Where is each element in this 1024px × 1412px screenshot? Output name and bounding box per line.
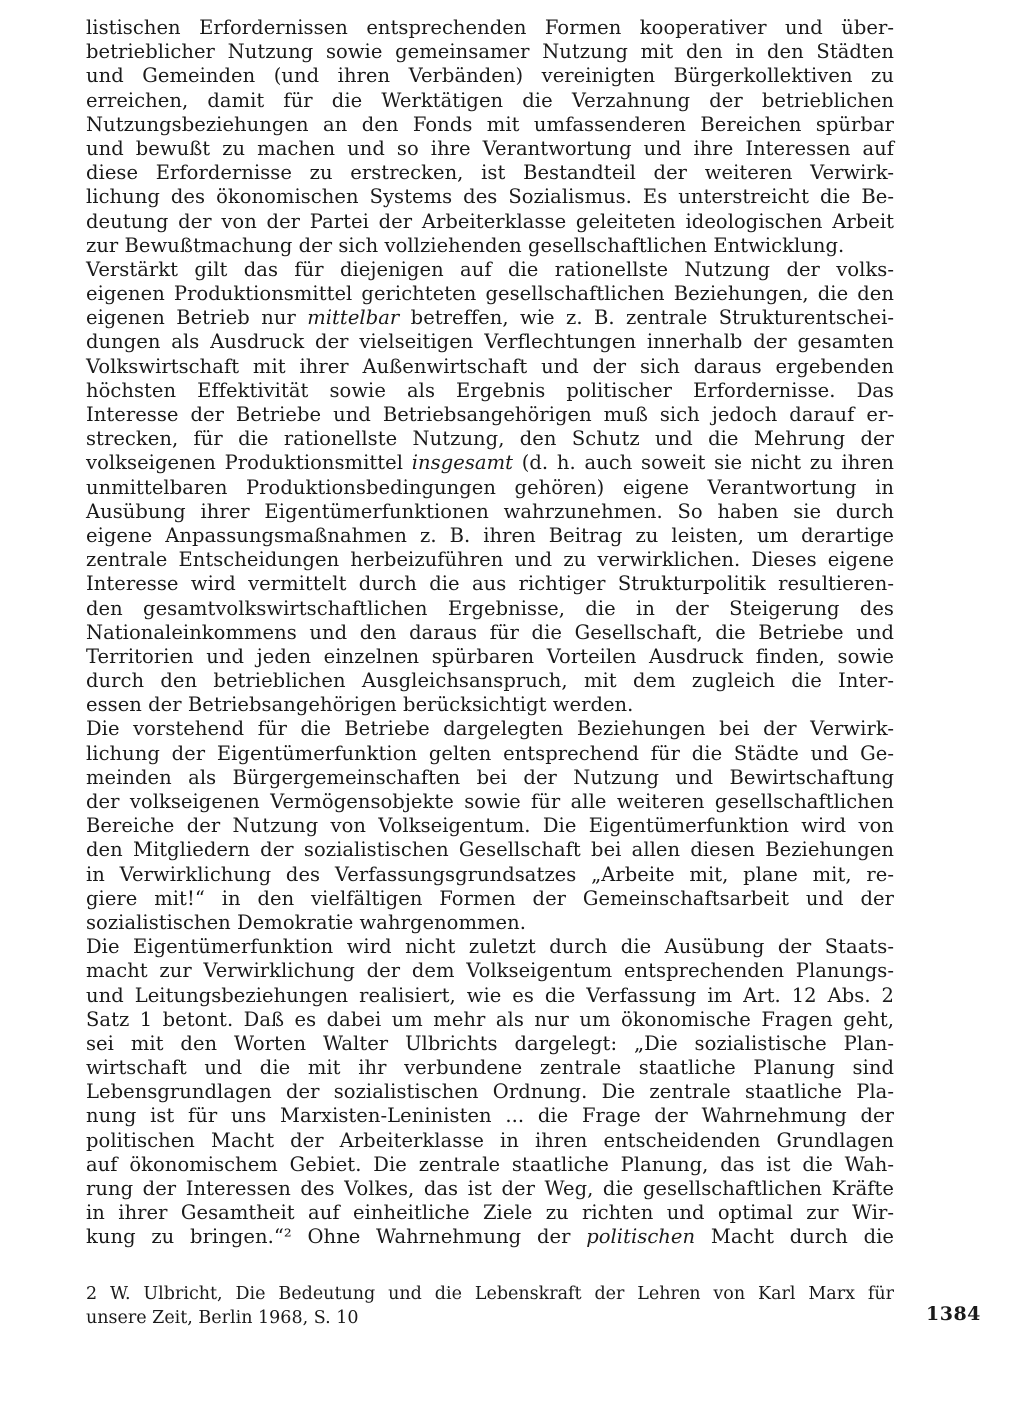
text-line <box>86 1225 894 1249</box>
footnote-line: unsere Zeit, Berlin 1968, S. 10 <box>86 1308 359 1328</box>
text-line: und Leitungsbeziehungen realisiert, wie es die Verfassung im Art. 12 Abs. 2 <box>86 983 894 1007</box>
text-line: deutung der von der Partei der Arbeiterklasse geleiteten ideologischen Arbeit <box>86 209 894 233</box>
text-line: giere mit!“ in den vielfältigen Formen der Gemeinschaftsarbeit und der <box>86 886 894 910</box>
text-line: Nationaleinkommens und den daraus für die Gesellschaft, die Betriebe und <box>86 620 894 644</box>
text-line: höchsten Effektivität sowie als Ergebnis politischer Erfordernisse. Das <box>86 378 894 402</box>
text-line: den gesamtvolkswirtschaftlichen Ergebnisse, die in der Steigerung des <box>86 596 894 620</box>
text-segment: (d. h. auch soweit sie nicht zu ihren <box>513 451 894 475</box>
text-line <box>86 451 894 475</box>
text-line: Interesse der Betriebe und Betriebsangehörigen muß sich jedoch darauf er- <box>86 403 894 426</box>
text-line: Nutzungsbeziehungen an den Fonds mit umfassenderen Bereichen spürbar <box>86 112 894 136</box>
text-line: lichung des ökonomischen Systems des Sozialismus. Es unterstreicht die Be- <box>86 185 894 209</box>
footnote-line: 2 W. Ulbricht, Die Bedeutung und die Lebenskraft der Lehren von Karl Marx für <box>86 1284 894 1304</box>
text-line: diese Erfordernisse zu erstrecken, ist Bestandteil der weiteren Verwirk- <box>86 161 894 185</box>
text-line: politischen Macht der Arbeiterklasse in ihren entscheidenden Grundlagen <box>86 1128 894 1152</box>
text-line: strecken, für die rationellste Nutzung, den Schutz und die Mehrung der <box>86 427 894 451</box>
text-line: rung der Interessen des Volkes, das ist der Weg, die gesellschaftlichen Kräfte <box>86 1177 894 1200</box>
text-line: Lebensgrundlagen der sozialistischen Ordnung. Die zentrale staatliche Pla- <box>86 1080 894 1104</box>
text-line: und Gemeinden (und ihren Verbänden) vereinigten Bürgerkollektiven zu <box>86 64 894 88</box>
text-line: Bereiche der Nutzung von Volkseigentum. Die Eigentümerfunktion wird von <box>86 814 894 838</box>
text-line: dungen als Ausdruck der vielseitigen Verflechtungen innerhalb der gesamten <box>86 330 894 354</box>
text-line: Verstärkt gilt das für diejenigen auf die rationellste Nutzung der volks- <box>86 257 894 281</box>
text-line: erreichen, damit für die Werktätigen die Verzahnung der betrieblichen <box>86 88 894 112</box>
text-line: durch den betrieblichen Ausgleichsanspruch, mit dem zugleich die Inter- <box>86 669 894 693</box>
text-line: sei mit den Worten Walter Ulbrichts dargelegt: „Die sozialistische Plan- <box>86 1031 894 1055</box>
text-line: macht zur Verwirklichung der dem Volkseigentum entsprechenden Planungs- <box>86 959 894 983</box>
text-line: Satz 1 betont. Daß es dabei um mehr als nur um ökonomische Fragen geht, <box>86 1007 894 1031</box>
emphasized-text: insgesamt <box>411 451 514 475</box>
page-number: 1384 <box>926 1303 981 1325</box>
text-line: eigene Anpassungsmaßnahmen z. B. ihren Beitrag zu leisten, um derartige <box>86 523 894 547</box>
text-line: wirtschaft und die mit ihr verbundene zentrale staatliche Planung sind <box>86 1056 894 1080</box>
text-line: listischen Erfordernissen entsprechenden Formen kooperativer und über- <box>86 16 894 39</box>
text-line: nung ist für uns Marxisten-Leninisten ... die Frage der Wahrnehmung der <box>86 1104 894 1128</box>
text-line: und bewußt zu machen und so ihre Verantwortung und ihre Interessen auf <box>86 136 894 160</box>
text-line: Die vorstehend für die Betriebe dargelegten Beziehungen bei der Verwirk- <box>86 717 894 741</box>
text-line: den Mitgliedern der sozialistischen Gesellschaft bei allen diesen Beziehungen <box>86 838 894 862</box>
text-line <box>86 306 894 330</box>
text-line: zentrale Entscheidungen herbeizuführen und zu verwirklichen. Dieses eigene <box>86 548 894 572</box>
text-line: Die Eigentümerfunktion wird nicht zuletzt durch die Ausübung der Staats- <box>86 935 894 959</box>
text-line: sozialistischen Demokratie wahrgenommen. <box>86 910 526 934</box>
text-line: zur Bewußtmachung der sich vollziehenden gesellschaftlichen Entwicklung. <box>86 233 845 257</box>
text-line: eigenen Produktionsmittel gerichteten gesellschaftlichen Beziehungen, die den <box>86 282 894 306</box>
text-segment: betreffen, wie z. B. zentrale Strukturentschei- <box>399 306 894 330</box>
text-line: betrieblicher Nutzung sowie gemeinsamer Nutzung mit den in den Städten <box>86 40 894 64</box>
text-segment: volkseigenen Produktionsmittel <box>86 451 412 475</box>
text-line: in Verwirklichung des Verfassungsgrundsatzes „Arbeite mit, plane mit, re- <box>86 862 894 886</box>
footnote <box>86 1282 894 1330</box>
text-line: unmittelbaren Produktionsbedingungen gehören) eigene Verantwortung in <box>86 475 894 499</box>
text-segment: Macht durch die <box>695 1225 894 1249</box>
text-line: Volkswirtschaft mit ihrer Außenwirtschaft und der sich daraus ergebenden <box>86 354 894 378</box>
text-line: Interesse wird vermittelt durch die aus richtiger Strukturpolitik resultieren- <box>86 572 894 596</box>
emphasized-text: politischen <box>586 1225 696 1249</box>
text-segment: eigenen Betrieb nur <box>86 306 308 330</box>
text-line: auf ökonomischem Gebiet. Die zentrale staatliche Planung, das ist die Wah- <box>86 1152 894 1176</box>
text-line: der volkseigenen Vermögensobjekte sowie für alle weiteren gesellschaftlichen <box>86 790 894 813</box>
text-line: in ihrer Gesamtheit auf einheitliche Ziele zu richten und optimal zur Wir- <box>86 1201 894 1225</box>
body-text <box>86 16 894 1250</box>
emphasized-text: mittelbar <box>307 306 400 330</box>
text-segment: kung zu bringen.“² Ohne Wahrnehmung der <box>86 1225 587 1249</box>
text-line: Territorien und jeden einzelnen spürbaren Vorteilen Ausdruck finden, sowie <box>86 644 894 668</box>
text-line: essen der Betriebsangehörigen berücksichtigt werden. <box>86 693 634 717</box>
text-line: lichung der Eigentümerfunktion gelten entsprechend für die Städte und Ge- <box>86 741 894 765</box>
text-line: meinden als Bürgergemeinschaften bei der Nutzung und Bewirtschaftung <box>86 765 894 789</box>
text-line: Ausübung ihrer Eigentümerfunktionen wahrzunehmen. So haben sie durch <box>86 499 894 523</box>
